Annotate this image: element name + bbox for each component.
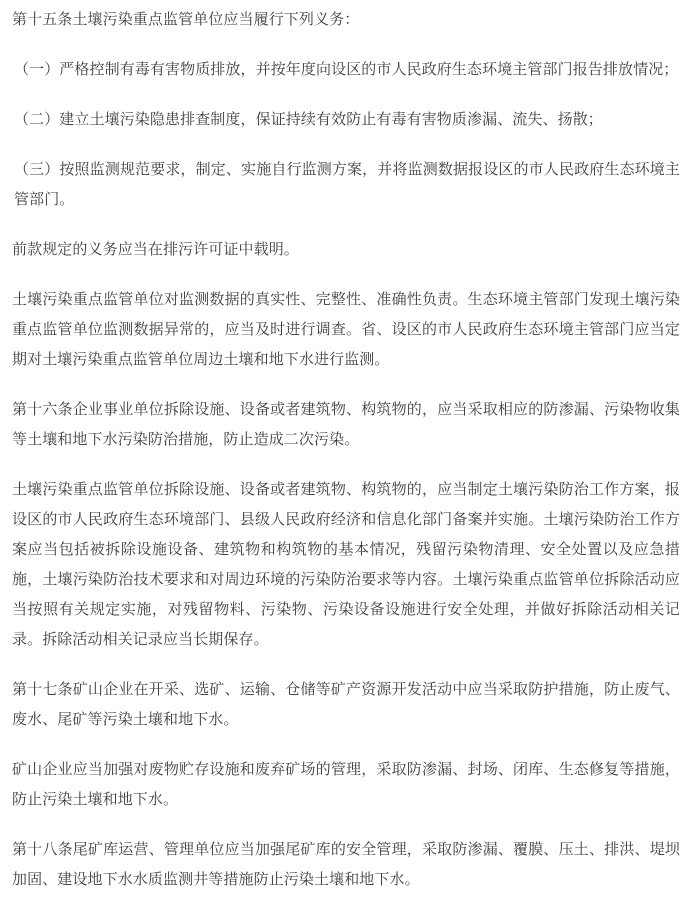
article-15-item-1: （一）严格控制有毒有害物质排放，并按年度向设区的市人民政府生态环境主管部门报告排放情况； <box>14 60 679 78</box>
article-body <box>12 4 680 914</box>
article-15-responsibility: 土壤污染重点监管单位对监测数据的真实性、完整性、准确性负责。生态环境主管部门发现土壤污染重点监管单位监测数据异常的，应当及时进行调查。省、设区的市人民政府生态环境主管部门应当定期对土壤污染重点监管单位周边土壤和地下水进行监测。 <box>12 290 680 368</box>
article-16-paragraph: 第十六条企业事业单位拆除设施、设备或者建筑物、构筑物的，应当采取相应的防渗漏、污染物收集等土壤和地下水污染防治措施，防止造成二次污染。 <box>12 400 680 448</box>
article-15-item-3: （三）按照监测规范要求，制定、实施自行监测方案，并将监测数据报设区的市人民政府生态环境主管部门。 <box>14 160 680 208</box>
article-17-paragraph: 第十七条矿山企业在开采、选矿、运输、仓储等矿产资源开发活动中应当采取防护措施，防止废气、废水、尾矿等污染土壤和地下水。 <box>12 680 680 728</box>
article-18-paragraph: 第十八条尾矿库运营、管理单位应当加强尾矿库的安全管理，采取防渗漏、覆膜、压土、排洪、堤坝加固、建设地下水水质监测井等措施防止污染土壤和地下水。 <box>12 840 680 888</box>
article-16-demolition-plan: 土壤污染重点监管单位拆除设施、设备或者建筑物、构筑物的，应当制定土壤污染防治工作方案，报设区的市人民政府生态环境部门、县级人民政府经济和信息化部门备案并实施。土壤污染防治工作方案应当包括被拆除设施设备、建筑物和构筑物的基本情况，残留污染物清理、安全处置以及应急措施，土壤污染防治技术要求和对周边环境的污染防治要求等内容。土壤污染重点监管单位拆除活动应当按照有关规定实施，对残留物料、污染物、污染设备设施进行安全处理，并做好拆除活动相关记录。拆除活动相关记录应当长期保存。 <box>12 480 680 648</box>
article-15-heading: 第十五条土壤污染重点监管单位应当履行下列义务： <box>12 10 360 28</box>
article-15-permit-note: 前款规定的义务应当在排污许可证中载明。 <box>12 240 299 258</box>
article-17-management: 矿山企业应当加强对废物贮存设施和废弃矿场的管理，采取防渗漏、封场、闭库、生态修复等措施，防止污染土壤和地下水。 <box>12 760 680 808</box>
article-15-item-2: （二）建立土壤污染隐患排查制度，保证持续有效防止有毒有害物质渗漏、流失、扬散； <box>14 110 603 128</box>
